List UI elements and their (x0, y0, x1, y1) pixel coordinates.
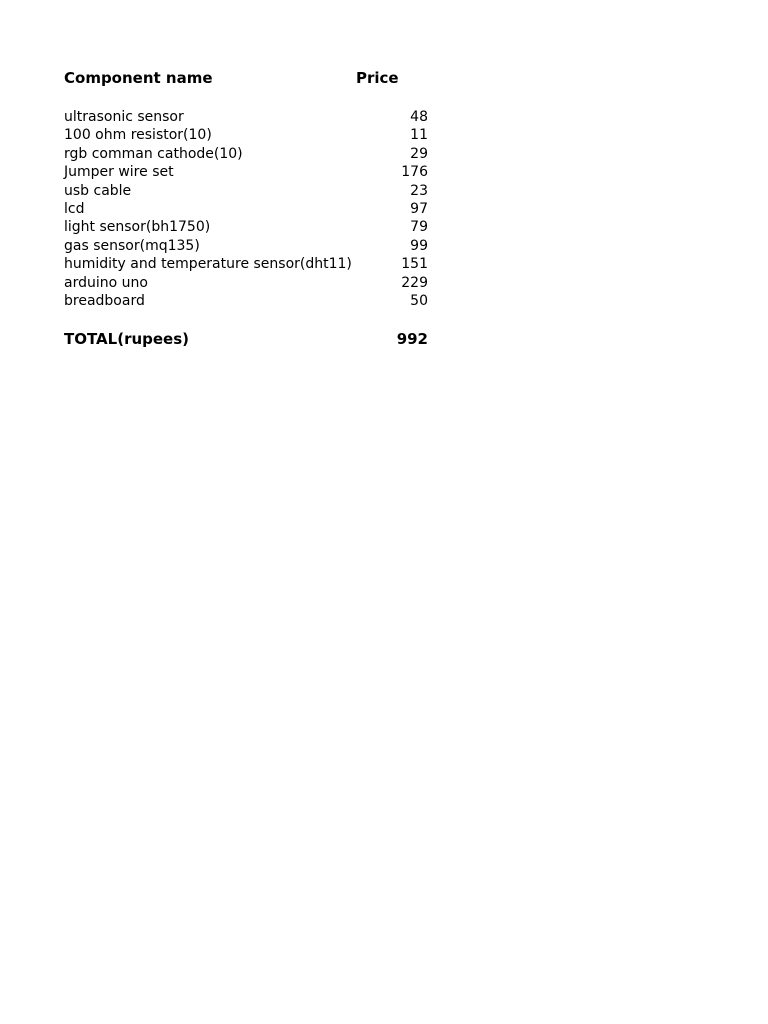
header-row (64, 68, 444, 88)
table-row (64, 218, 444, 236)
price-cell: 48 (410, 109, 428, 125)
price-cell: 79 (410, 219, 428, 236)
total-value: 992 (396, 330, 428, 349)
table-row (64, 237, 444, 255)
total-row (64, 329, 444, 349)
table-row (64, 163, 444, 181)
table-row (64, 200, 444, 218)
table-row (64, 145, 444, 163)
price-header: Price (356, 69, 399, 87)
table-row (64, 126, 444, 144)
total-label: TOTAL(rupees) (64, 330, 190, 349)
component-name-cell: 100 ohm resistor(10) (64, 127, 212, 144)
price-cell: 229 (401, 274, 428, 291)
price-cell: 176 (401, 164, 428, 181)
price-cell: 151 (401, 256, 428, 273)
table-row (64, 182, 444, 200)
component-name-cell: gas sensor(mq135) (64, 237, 200, 254)
table-row (64, 274, 444, 292)
price-cell: 97 (410, 200, 428, 217)
price-cell: 29 (410, 145, 428, 162)
component-name-cell: lcd (64, 200, 85, 217)
price-cell: 50 (410, 292, 428, 309)
component-name-header: Component name (64, 69, 213, 87)
component-name-cell: ultrasonic sensor (64, 109, 184, 125)
component-name-cell: arduino uno (64, 274, 148, 291)
table-row (64, 292, 444, 310)
component-name-cell: usb cable (64, 182, 132, 199)
component-name-cell: rgb comman cathode(10) (64, 145, 243, 162)
component-price-sheet (64, 68, 444, 349)
price-cell: 99 (410, 237, 428, 254)
table-row (64, 108, 444, 126)
component-name-cell: light sensor(bh1750) (64, 219, 211, 236)
table-row (64, 255, 444, 273)
component-name-cell: breadboard (64, 292, 145, 309)
component-name-cell: humidity and temperature sensor(dht11) (64, 256, 352, 273)
price-cell: 11 (410, 127, 428, 144)
component-name-cell: Jumper wire set (64, 164, 174, 181)
price-cell: 23 (410, 182, 428, 199)
